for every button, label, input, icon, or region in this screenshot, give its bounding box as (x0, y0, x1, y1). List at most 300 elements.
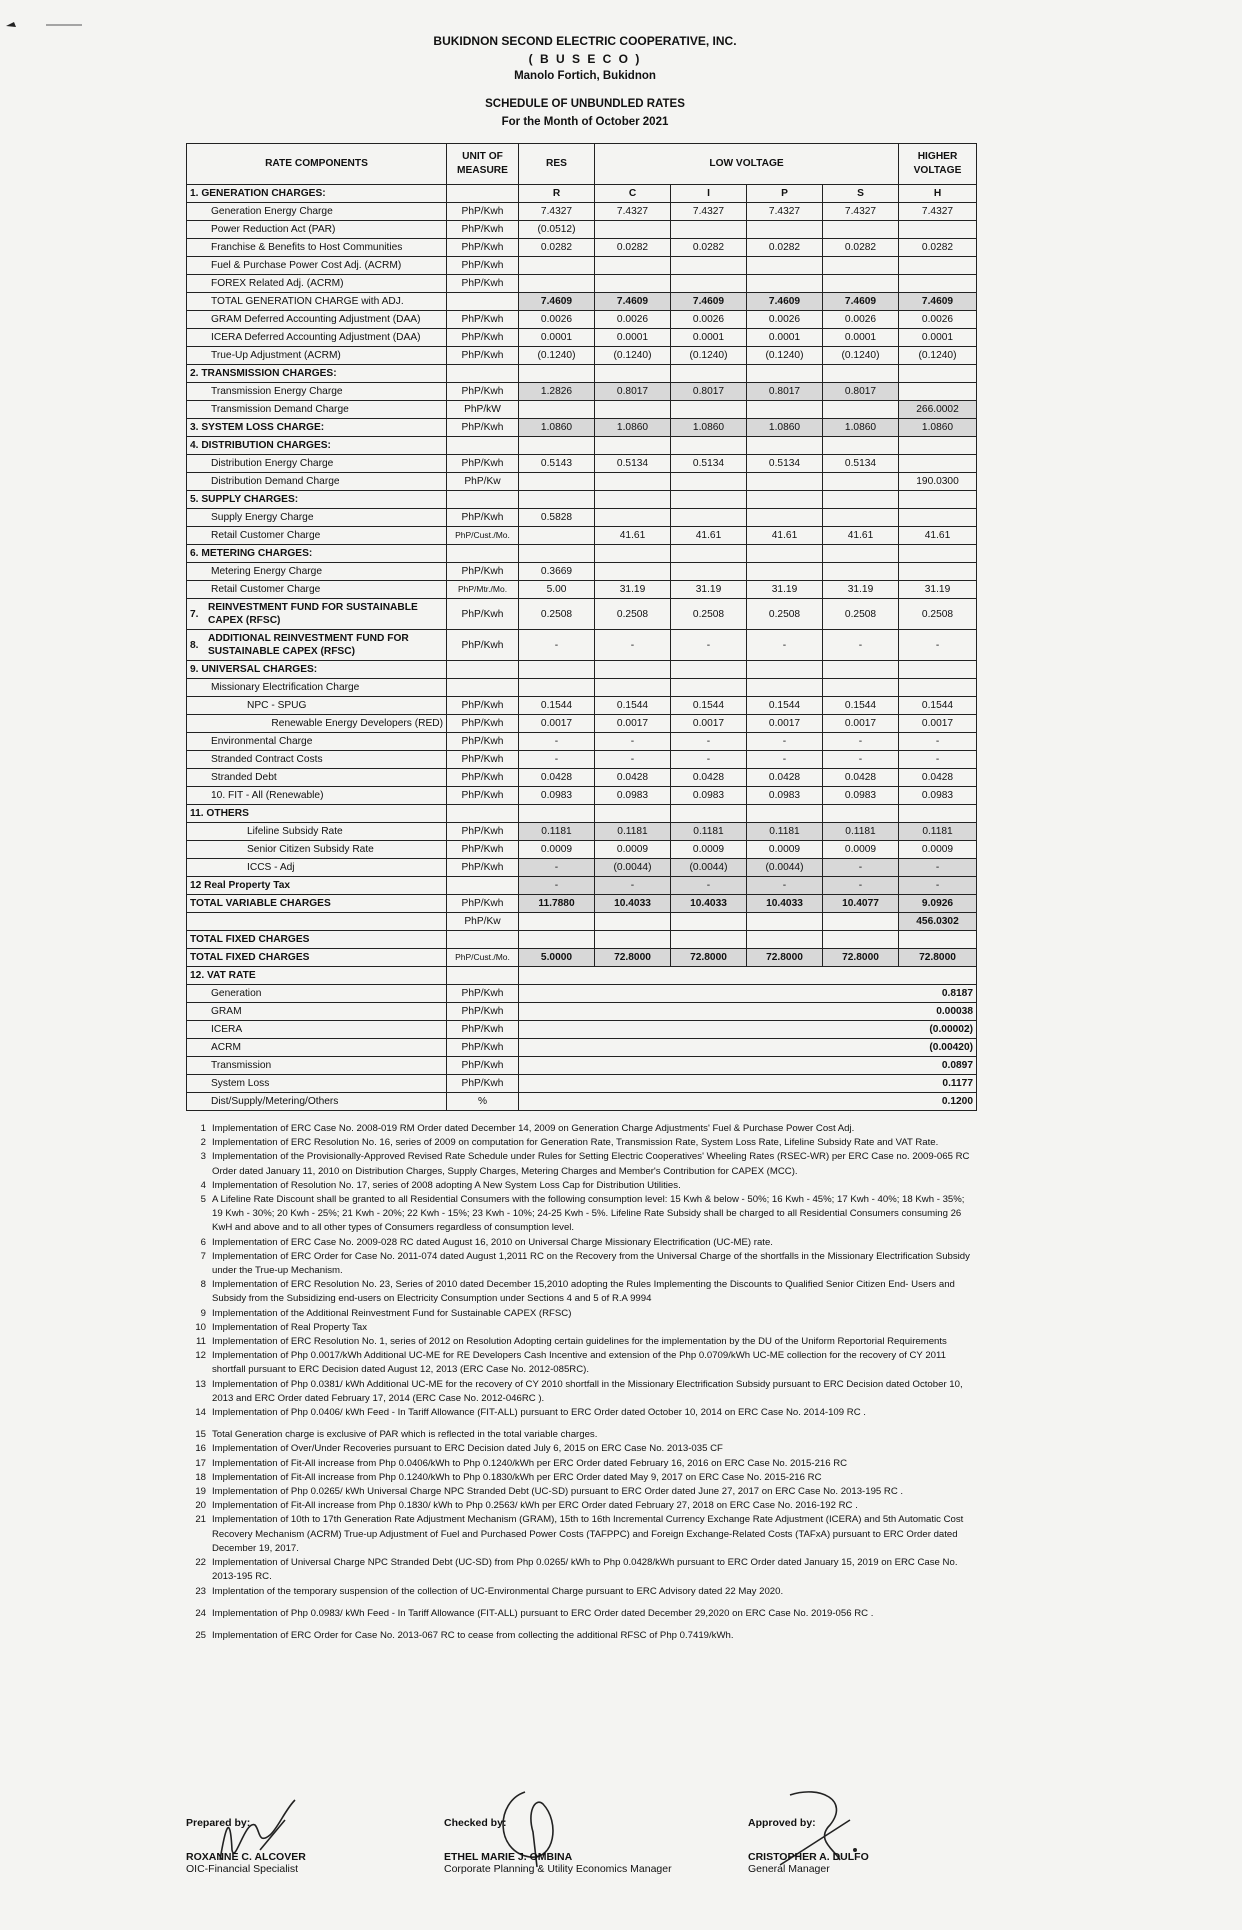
footnote (186, 1629, 976, 1643)
vat-row (187, 1075, 977, 1093)
prepared-by-block (186, 1817, 306, 1875)
rate-value: 0.0009 (899, 841, 977, 859)
empty-cell (671, 679, 747, 697)
row-unit: PhP/Kwh (447, 985, 519, 1003)
row-label: Dist/Supply/Metering/Others (187, 1093, 447, 1111)
empty-cell (823, 365, 899, 383)
row-unit: PhP/Kwh (447, 563, 519, 581)
company-name: BUKIDNON SECOND ELECTRIC COOPERATIVE, INC. (433, 34, 737, 48)
row-label: Supply Energy Charge (187, 509, 447, 527)
row-unit: PhP/Kwh (447, 841, 519, 859)
footnote-text: Implementation of Real Property Tax (212, 1321, 367, 1333)
rate-value (595, 257, 671, 275)
rate-value: 0.1544 (595, 697, 671, 715)
row-unit: % (447, 1093, 519, 1111)
footnote (186, 1335, 976, 1349)
rate-value: 10.4033 (595, 895, 671, 913)
row-unit: PhP/Kwh (447, 823, 519, 841)
rate-value: 7.4327 (899, 203, 977, 221)
row-label: GRAM Deferred Accounting Adjustment (DAA) (187, 311, 447, 329)
empty-cell (747, 491, 823, 509)
rate-value: - (595, 733, 671, 751)
rate-value: 7.4609 (899, 293, 977, 311)
row-unit: PhP/kW (447, 401, 519, 419)
empty-cell (595, 805, 671, 823)
footnote (186, 1136, 976, 1150)
empty-cell (671, 931, 747, 949)
empty-cell (595, 931, 671, 949)
empty-cell (671, 491, 747, 509)
rate-value (823, 913, 899, 931)
footnote (186, 1457, 976, 1471)
document-title: SCHEDULE OF UNBUNDLED RATES (485, 98, 685, 110)
rate-value: 0.0282 (671, 239, 747, 257)
rate-value (747, 473, 823, 491)
red-row (187, 715, 977, 733)
rate-value: 0.8017 (747, 383, 823, 401)
footnote-text: Implementation of Php 0.0265/ kWh Universal Charge NPC Stranded Debt (UC-SD) pursuant to ERC Order dated June 27, 2017 on ERC Case No. 2013-195 RC . (212, 1486, 904, 1498)
footnote (186, 1485, 976, 1499)
rate-value: 10.4033 (671, 895, 747, 913)
footnote-text: Implementation of the Provisionally-Approved Revised Rate Schedule under Rules for Setting Electric Cooperatives' Wheeling Rates (RSEC-WR) per ERC Case no. 2009-065 RC Order dated January 11, 2010 on Distribution Charges, Supply Charges, Metering Charges and Member's Contribution for CAPEX (MCC). (212, 1151, 970, 1177)
rate-value: 0.0282 (519, 239, 595, 257)
row-label: Stranded Debt (187, 769, 447, 787)
row-unit: PhP/Kwh (447, 455, 519, 473)
rate-value: 0.1181 (519, 823, 595, 841)
rate-value: 0.0026 (595, 311, 671, 329)
row-label: Transmission Energy Charge (187, 383, 447, 401)
document-period: For the Month of October 2021 (501, 116, 669, 128)
footnote-text: Total Generation charge is exclusive of PAR which is reflected in the total variable charges. (212, 1429, 598, 1441)
rate-value: 0.0017 (671, 715, 747, 733)
missionary-row (187, 679, 977, 697)
rate-value (519, 257, 595, 275)
footnote-number: 13 (195, 1378, 206, 1390)
real-property-row (187, 877, 977, 895)
rate-value: 0.0017 (899, 715, 977, 733)
rate-value: 0.5134 (823, 455, 899, 473)
empty-cell (899, 437, 977, 455)
row-unit: PhP/Cust./Mo. (447, 949, 519, 967)
row-unit: PhP/Kwh (447, 1075, 519, 1093)
rate-value (899, 509, 977, 527)
transmission-demand-row (187, 401, 977, 419)
empty-cell (823, 491, 899, 509)
note-gap (186, 1420, 976, 1428)
rate-value (519, 473, 595, 491)
rate-value (671, 913, 747, 931)
rate-value (899, 221, 977, 239)
footnote-number: 15 (195, 1429, 206, 1441)
class-code: C (595, 185, 671, 203)
system-loss-row (187, 419, 977, 437)
rate-value: (0.1240) (899, 347, 977, 365)
generation-row (187, 221, 977, 239)
row-label: ICERA Deferred Accounting Adjustment (DAA) (187, 329, 447, 347)
rate-value: 0.0017 (595, 715, 671, 733)
empty-cell (899, 931, 977, 949)
rate-value: 0.0009 (823, 841, 899, 859)
row-number: 7. (190, 608, 199, 620)
rate-value: - (519, 751, 595, 769)
rate-value: 0.0428 (899, 769, 977, 787)
row-unit: PhP/Kwh (447, 1021, 519, 1039)
section-heading: 11. OTHERS (187, 805, 447, 823)
row-label: ACRM (187, 1039, 447, 1057)
total-variable-kw-row (187, 913, 977, 931)
footnote-number: 22 (195, 1557, 206, 1569)
section-heading: 12. VAT RATE (187, 967, 447, 985)
vat-row (187, 985, 977, 1003)
rate-value: 10.4077 (823, 895, 899, 913)
row-label: Distribution Demand Charge (187, 473, 447, 491)
rate-value: - (595, 630, 671, 661)
footnote-number: 17 (195, 1457, 206, 1469)
rate-value: - (899, 877, 977, 895)
rate-value: (0.0044) (671, 859, 747, 877)
row-unit: PhP/Kwh (447, 599, 519, 630)
rate-value (519, 913, 595, 931)
total-fixed-row-2 (187, 949, 977, 967)
rate-value: 0.8017 (671, 383, 747, 401)
rate-value: - (519, 877, 595, 895)
rate-value: 1.2826 (519, 383, 595, 401)
rate-value: - (899, 859, 977, 877)
row-unit: PhP/Kwh (447, 275, 519, 293)
rate-value (899, 455, 977, 473)
senior-row (187, 841, 977, 859)
rate-value: - (823, 751, 899, 769)
footnote-number: 25 (195, 1629, 206, 1641)
footnote-number: 7 (200, 1250, 206, 1262)
rate-value: 7.4609 (823, 293, 899, 311)
row-label: Retail Customer Charge (187, 581, 447, 599)
rate-value (671, 563, 747, 581)
rate-value: 266.0002 (899, 401, 977, 419)
empty-cell (519, 967, 977, 985)
row-label: Renewable Energy Developers (RED) (187, 715, 447, 733)
footnote (186, 1513, 976, 1556)
supply-heading-row (187, 491, 977, 509)
rate-value: 1.0860 (747, 419, 823, 437)
footnote-number: 12 (195, 1350, 206, 1362)
row-label: Senior Citizen Subsidy Rate (187, 841, 447, 859)
section-heading: 9. UNIVERSAL CHARGES: (187, 661, 447, 679)
section-heading: 5. SUPPLY CHARGES: (187, 491, 447, 509)
vat-value: 0.1200 (519, 1093, 977, 1111)
footnote-number: 23 (195, 1585, 206, 1597)
prepared-by-title: OIC-Financial Specialist (186, 1863, 299, 1875)
supply-energy-row (187, 509, 977, 527)
prepared-by-name: ROXANNE C. ALCOVER (186, 1851, 306, 1863)
row-unit: PhP/Kwh (447, 419, 519, 437)
generation-row (187, 329, 977, 347)
generation-row (187, 275, 977, 293)
footnote-number: 11 (196, 1336, 206, 1348)
rate-value: 41.61 (899, 527, 977, 545)
row-label: 10. FIT - All (Renewable) (187, 787, 447, 805)
rate-value: (0.0044) (747, 859, 823, 877)
rate-value: 0.0428 (823, 769, 899, 787)
footnote-text: Implementation of 10th to 17th Generation Rate Adjustment Mechanism (GRAM), 15th to 16th Incremental Currency Exchange Rate Adjustment (ICERA) and 5th Automatic Cost Recovery Mechanism (ACRM) True-up Adjustment of Fuel and Purchased Power Costs (TAFPPC) and Foreign Exchange-Related Costs (TAFxA) pursuant to ERC Order dated December 19, 2017. (212, 1514, 964, 1554)
rate-value: - (747, 751, 823, 769)
rates-table (186, 143, 977, 1111)
rate-value: - (899, 733, 977, 751)
footnote (186, 1607, 976, 1621)
rate-value: 0.0983 (899, 787, 977, 805)
class-code: I (671, 185, 747, 203)
transmission-energy-row (187, 383, 977, 401)
rate-value (595, 275, 671, 293)
rate-value: 0.0017 (823, 715, 899, 733)
row-label: 3. SYSTEM LOSS CHARGE: (187, 419, 447, 437)
footnote (186, 1193, 976, 1236)
note-gap (186, 1599, 976, 1607)
rate-value: 72.8000 (671, 949, 747, 967)
rfsc-row (187, 599, 977, 630)
rate-value: 0.5828 (519, 509, 595, 527)
row-unit: PhP/Kwh (447, 311, 519, 329)
footnote-number: 8 (200, 1279, 206, 1291)
vat-value: 0.8187 (519, 985, 977, 1003)
npc-spug-row (187, 697, 977, 715)
checked-by-block (444, 1817, 672, 1875)
footnote-text: Implementation of Php 0.0381/ kWh Additional UC-ME for the recovery of CY 2010 shortfall in the Missionary Electrification Subsidy pursuant to ERC Decision dated October 10, 2013 and ERC Order dated February 17, 2014 (ERC Case No. 2012-046RC ). (212, 1378, 963, 1404)
rate-value (823, 401, 899, 419)
rate-value: - (899, 630, 977, 661)
empty-cell (519, 437, 595, 455)
rate-value: 0.0001 (747, 329, 823, 347)
rate-value: 31.19 (823, 581, 899, 599)
rate-value: - (519, 733, 595, 751)
rate-value (823, 221, 899, 239)
rate-value (747, 401, 823, 419)
rate-value: 190.0300 (899, 473, 977, 491)
approved-by-title: General Manager (748, 1863, 830, 1875)
rate-value: 0.0026 (899, 311, 977, 329)
rate-value (747, 275, 823, 293)
row-unit: PhP/Kwh (447, 203, 519, 221)
rate-value: 9.0926 (899, 895, 977, 913)
checked-by-name: ETHEL MARIE J. OMBINA (444, 1851, 573, 1863)
footnote-text: Implentation of the temporary suspension of the collection of UC-Environmental Charge pursuant to ERC Advisory dated 22 May 2020. (212, 1585, 784, 1597)
row-label: TOTAL GENERATION CHARGE with ADJ. (187, 293, 447, 311)
vat-value: (0.00002) (519, 1021, 977, 1039)
add_rfsc-row (187, 630, 977, 661)
rate-value (823, 563, 899, 581)
rate-value: 7.4327 (823, 203, 899, 221)
generation-row (187, 239, 977, 257)
rate-value: 0.2508 (595, 599, 671, 630)
empty-cell (447, 185, 519, 203)
row-unit: PhP/Kwh (447, 347, 519, 365)
rate-value: - (899, 751, 977, 769)
rate-value: 0.1544 (899, 697, 977, 715)
empty-cell (447, 545, 519, 563)
empty-cell (747, 437, 823, 455)
checked-by-title: Corporate Planning & Utility Economics Manager (444, 1863, 672, 1875)
rate-value: - (519, 630, 595, 661)
footnote-text: Implementation of Php 0.0406/ kWh Feed - In Tariff Allowance (FIT-ALL) pursuant to ERC Order dated October 10, 2014 on ERC Case No. 2014-109 RC . (212, 1407, 866, 1419)
vat-row (187, 1093, 977, 1111)
rate-value (671, 473, 747, 491)
rate-value: 7.4609 (671, 293, 747, 311)
universal-heading-row (187, 661, 977, 679)
footnote-number: 24 (195, 1607, 206, 1619)
empty-cell (823, 545, 899, 563)
rate-value: - (823, 877, 899, 895)
vat-row (187, 1021, 977, 1039)
rate-value: 0.0009 (595, 841, 671, 859)
rate-value: - (823, 630, 899, 661)
row-label: Lifeline Subsidy Rate (187, 823, 447, 841)
row-label: TOTAL FIXED CHARGES (187, 931, 447, 949)
rate-value (595, 473, 671, 491)
header-low-voltage: LOW VOLTAGE (595, 144, 899, 185)
empty-cell (519, 365, 595, 383)
rate-value: 0.0009 (671, 841, 747, 859)
rate-value: 0.0017 (747, 715, 823, 733)
row-label: True-Up Adjustment (ACRM) (187, 347, 447, 365)
rate-value: 0.5134 (747, 455, 823, 473)
footnote-text: Implementation of Fit-All increase from Php 0.0406/kWh to Php 0.1240/kWh per ERC Order dated February 16, 2016 on ERC Case No. 2015-216 RC (212, 1457, 848, 1469)
vat-value: (0.00420) (519, 1039, 977, 1057)
empty-cell (823, 679, 899, 697)
row-text: REINVESTMENT FUND FOR SUSTAINABLE CAPEX (RFSC) (208, 602, 418, 626)
rate-value (595, 913, 671, 931)
row-unit: PhP/Kwh (447, 239, 519, 257)
empty-cell (447, 967, 519, 985)
approved-by-name: CRISTOPHER A. DULFO (748, 1851, 869, 1863)
rate-value: 7.4327 (595, 203, 671, 221)
rate-value (823, 473, 899, 491)
rate-value (595, 509, 671, 527)
rate-value: 1.0860 (519, 419, 595, 437)
vat-heading-row (187, 967, 977, 985)
footnote-number: 5 (200, 1194, 206, 1206)
row-label: 12 Real Property Tax (187, 877, 447, 895)
footnote-number: 3 (200, 1151, 206, 1163)
rate-value: 0.1181 (899, 823, 977, 841)
footnote-text: Implementation of Fit-All increase from Php 0.1830/ kWh to Php 0.2563/ kWh per ERC Order dated February 27, 2018 on ERC Case No. 2016-192 RC . (212, 1500, 858, 1512)
rate-value (595, 221, 671, 239)
row-unit: PhP/Kwh (447, 1039, 519, 1057)
rate-value: 0.0983 (747, 787, 823, 805)
rate-value: 10.4033 (747, 895, 823, 913)
rate-value: 0.0428 (747, 769, 823, 787)
rate-value: 456.0302 (899, 913, 977, 931)
empty-cell (519, 491, 595, 509)
row-unit: PhP/Kwh (447, 257, 519, 275)
empty-cell (595, 491, 671, 509)
generation-row (187, 311, 977, 329)
rate-value: (0.1240) (671, 347, 747, 365)
rate-value (747, 221, 823, 239)
rate-value (519, 527, 595, 545)
company-location: Manolo Fortich, Bukidnon (514, 70, 656, 82)
empty-cell (899, 679, 977, 697)
rate-value: 0.2508 (671, 599, 747, 630)
rate-value (823, 509, 899, 527)
rate-value: 41.61 (747, 527, 823, 545)
approved-by-label: Approved by: (748, 1817, 816, 1829)
rate-value: (0.0512) (519, 221, 595, 239)
header-unit: UNIT OF MEASURE (447, 144, 519, 185)
rate-value: 0.1544 (519, 697, 595, 715)
row-unit: PhP/Kwh (447, 859, 519, 877)
rate-value: - (671, 733, 747, 751)
rate-value: - (747, 877, 823, 895)
rate-value: 31.19 (595, 581, 671, 599)
rate-value: 0.1181 (595, 823, 671, 841)
empty-cell (823, 931, 899, 949)
footnote (186, 1499, 976, 1513)
rate-value: 0.0983 (519, 787, 595, 805)
checked-by-label: Checked by: (444, 1817, 507, 1829)
footnote-number: 9 (200, 1307, 206, 1319)
rate-value: 0.0001 (519, 329, 595, 347)
row-unit: PhP/Kwh (447, 895, 519, 913)
rate-value: 1.0860 (595, 419, 671, 437)
section-heading: 2. TRANSMISSION CHARGES: (187, 365, 447, 383)
rate-value (823, 275, 899, 293)
rate-value: 31.19 (899, 581, 977, 599)
row-unit (447, 293, 519, 311)
row-label: ICERA (187, 1021, 447, 1039)
lifeline-row (187, 823, 977, 841)
rate-value: 72.8000 (823, 949, 899, 967)
rate-value: 0.0282 (747, 239, 823, 257)
footnote (186, 1150, 976, 1178)
vat-row (187, 1039, 977, 1057)
row-unit: PhP/Kwh (447, 715, 519, 733)
rate-value: 7.4327 (519, 203, 595, 221)
row-label: Missionary Electrification Charge (187, 679, 447, 697)
row-label: Metering Energy Charge (187, 563, 447, 581)
empty-cell (595, 679, 671, 697)
empty-cell (447, 661, 519, 679)
rate-value: 1.0860 (671, 419, 747, 437)
empty-cell (747, 545, 823, 563)
rate-value: (0.1240) (747, 347, 823, 365)
rate-value: 72.8000 (747, 949, 823, 967)
rate-value: 0.0983 (595, 787, 671, 805)
empty-cell (747, 679, 823, 697)
rate-value: (0.0044) (595, 859, 671, 877)
empty-cell (899, 545, 977, 563)
footnote (186, 1278, 976, 1306)
rate-value: 7.4609 (519, 293, 595, 311)
empty-cell (899, 365, 977, 383)
row-unit (447, 877, 519, 895)
footnote (186, 1585, 976, 1599)
footnote-text: Implementation of ERC Resolution No. 16, series of 2009 on computation for Generation Rate, Transmission Rate, System Loss Rate, Lifeline Subsidy Rate and VAT Rate. (212, 1137, 939, 1149)
rate-value: 0.0983 (671, 787, 747, 805)
footnote-number: 16 (195, 1443, 206, 1455)
row-unit: PhP/Kwh (447, 769, 519, 787)
row-label: FOREX Related Adj. (ACRM) (187, 275, 447, 293)
row-unit: PhP/Kwh (447, 1057, 519, 1075)
rate-value (823, 257, 899, 275)
rate-value: 0.0017 (519, 715, 595, 733)
rates-body (187, 185, 977, 1111)
footnote-text: Implementation of ERC Case No. 2009-028 RC dated August 16, 2010 on Universal Charge Missionary Electrification (UC-ME) rate. (212, 1236, 773, 1248)
footnote (186, 1556, 976, 1584)
vat-row (187, 1003, 977, 1021)
rate-value (519, 275, 595, 293)
class-code: H (899, 185, 977, 203)
rate-value: 0.1544 (823, 697, 899, 715)
